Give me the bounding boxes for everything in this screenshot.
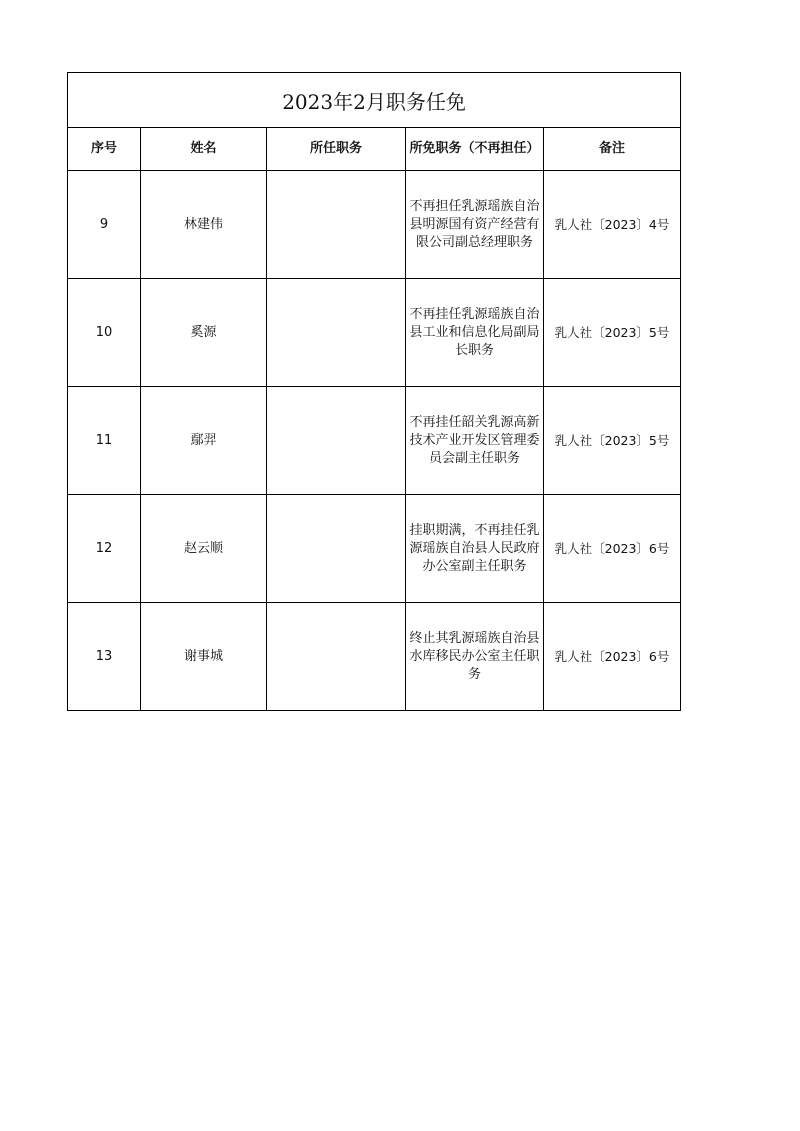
cell-remark: 乳人社〔2023〕5号	[544, 279, 681, 387]
table-row	[68, 279, 681, 387]
cell-seq: 13	[68, 603, 141, 711]
cell-appointed	[267, 603, 406, 711]
cell-name: 奚源	[141, 279, 267, 387]
header-remark: 备注	[544, 128, 681, 171]
appointment-table	[67, 72, 681, 711]
page-title: 2023年2月职务任免	[68, 73, 681, 128]
header-appointed: 所任职务	[267, 128, 406, 171]
cell-removed: 不再担任乳源瑶族自治县明源国有资产经营有限公司副总经理职务	[406, 171, 544, 279]
cell-removed: 终止其乳源瑶族自治县水库移民办公室主任职务	[406, 603, 544, 711]
cell-removed: 不再挂任乳源瑶族自治县工业和信息化局副局长职务	[406, 279, 544, 387]
cell-remark: 乳人社〔2023〕6号	[544, 495, 681, 603]
cell-removed: 不再挂任韶关乳源高新技术产业开发区管理委员会副主任职务	[406, 387, 544, 495]
cell-seq: 10	[68, 279, 141, 387]
header-name: 姓名	[141, 128, 267, 171]
cell-seq: 9	[68, 171, 141, 279]
cell-appointed	[267, 495, 406, 603]
cell-appointed	[267, 171, 406, 279]
table-row	[68, 171, 681, 279]
cell-seq: 11	[68, 387, 141, 495]
table-row	[68, 603, 681, 711]
cell-seq: 12	[68, 495, 141, 603]
cell-remark: 乳人社〔2023〕5号	[544, 387, 681, 495]
table-row	[68, 495, 681, 603]
cell-name: 赵云顺	[141, 495, 267, 603]
cell-appointed	[267, 387, 406, 495]
cell-name: 林建伟	[141, 171, 267, 279]
cell-remark: 乳人社〔2023〕4号	[544, 171, 681, 279]
cell-removed: 挂职期满，不再挂任乳源瑶族自治县人民政府办公室副主任职务	[406, 495, 544, 603]
header-removed: 所免职务（不再担任）	[406, 128, 544, 171]
header-row	[68, 128, 681, 171]
table-row	[68, 387, 681, 495]
cell-name: 鄢羿	[141, 387, 267, 495]
cell-name: 谢事城	[141, 603, 267, 711]
cell-appointed	[267, 279, 406, 387]
title-row	[68, 73, 681, 128]
header-seq: 序号	[68, 128, 141, 171]
cell-remark: 乳人社〔2023〕6号	[544, 603, 681, 711]
